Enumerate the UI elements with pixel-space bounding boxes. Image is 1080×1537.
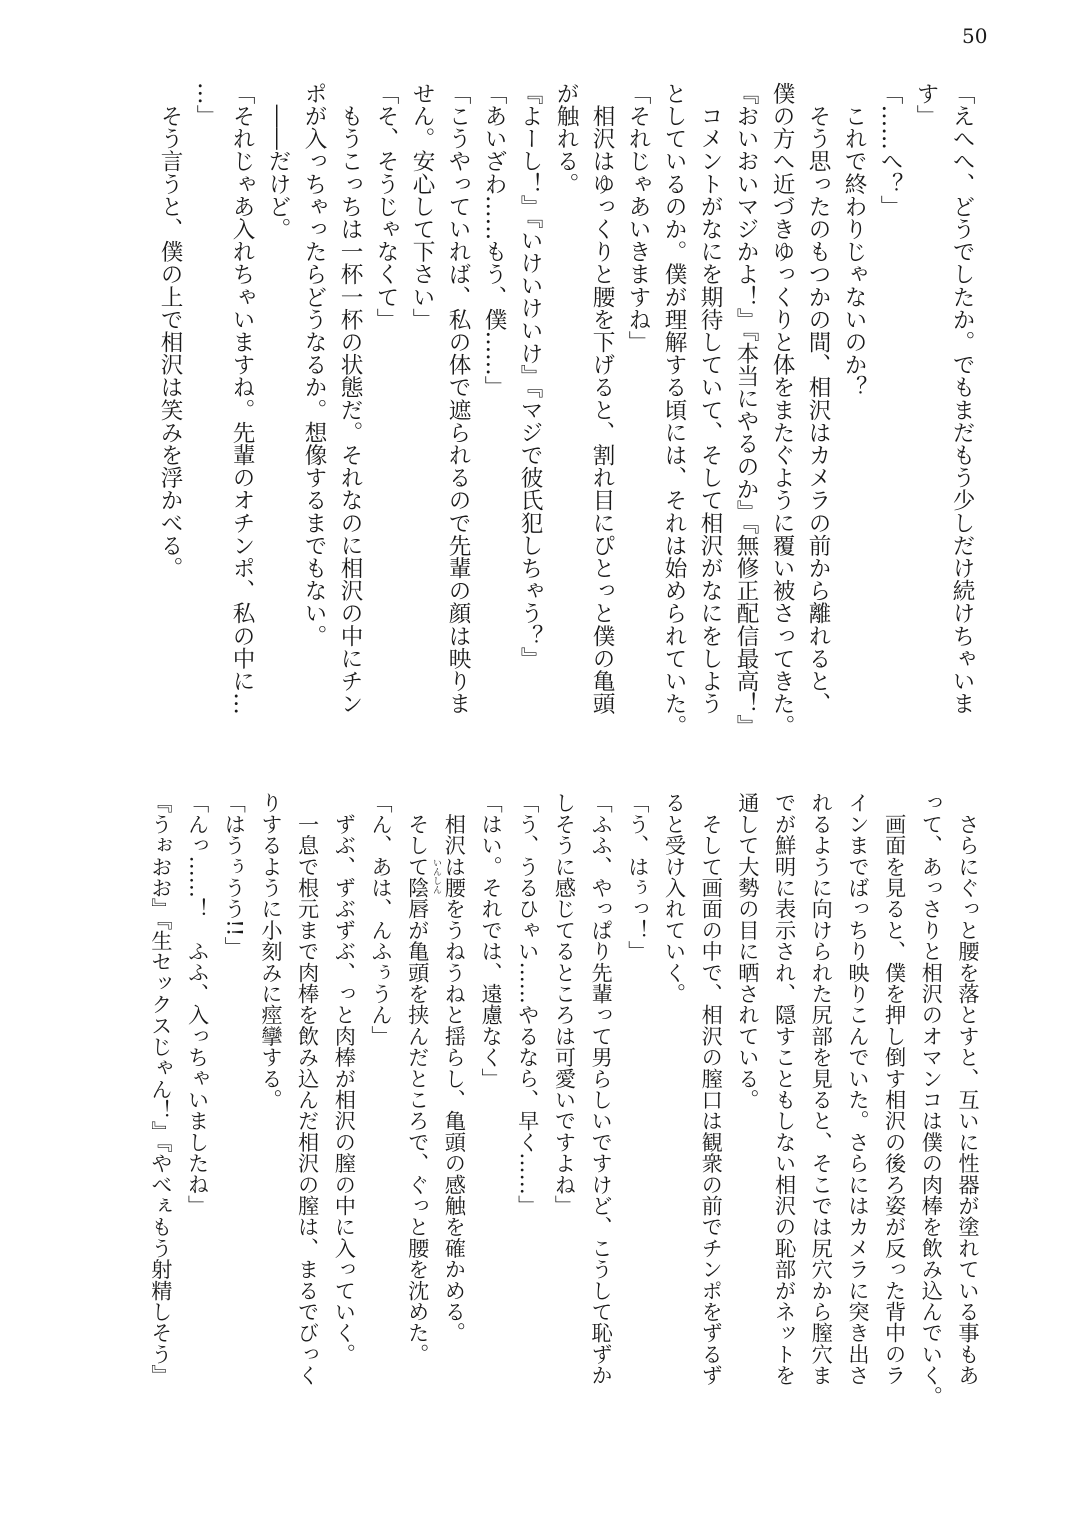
text-line: 「そ、そうじゃなくて」 xyxy=(373,82,399,331)
text-line: 『うぉおお』『生セックスじゃん！』『やべぇもう射精しそう』 xyxy=(148,792,174,1386)
text-line: が触れる。 xyxy=(553,82,579,195)
text-line: 相沢はゆっくりと腰を下げると、割れ目にぴとっと僕の亀頭 xyxy=(589,82,615,715)
text-line: れるように向けられた尻部を見ると、そこでは尻穴から膣穴ま xyxy=(809,792,835,1386)
text-line: 「う、うるひゃい……やるなら、早く……」 xyxy=(515,792,541,1216)
text-line: りするように小刻みに痙攣する。 xyxy=(258,792,284,1110)
text-line: でが鮮明に表示され、隠すこともしない相沢の恥部がネットを xyxy=(772,792,798,1386)
text-line: 「ふふ、やっぱり先輩って男らしいですけど、こうして恥ずか xyxy=(589,792,615,1386)
text-line: 「はい。それでは、遠慮なく」 xyxy=(479,792,505,1089)
text-line: インまでばっちり映りこんでいた。さらにはカメラに突き出さ xyxy=(845,792,871,1386)
text-line: ――だけど。 xyxy=(265,82,291,241)
text-line: 通して大勢の目に晒されている。 xyxy=(735,792,761,1110)
text-line: す」 xyxy=(913,82,939,128)
text-line: って、あっさりと相沢のオマンコは僕の肉棒を飲み込んでいく。 xyxy=(919,792,945,1407)
text-line: ると受け入れていく。 xyxy=(662,792,688,1004)
text-line: そう言うと、僕の上で相沢は笑みを浮かべる。 xyxy=(157,82,183,580)
text-line: 「あいざわ……もう、僕……」 xyxy=(481,82,507,399)
text-block-bottom xyxy=(142,792,986,1407)
text-line: 「それじゃあいきますね」 xyxy=(625,82,651,354)
ruby-reading: いんしん xyxy=(431,858,441,894)
text-line: 「えへへ、どうでしたか。でもまだもう少しだけ続けちゃいま xyxy=(949,82,975,715)
text-line: 僕の方へ近づきゆっくりと体をまたぐように覆い被さってきた。 xyxy=(769,82,795,738)
text-line: ポが入っちゃったらどうなるか。想像するまでもない。 xyxy=(301,82,327,647)
text-line: 「んっ……！ ふふ、入っちゃいましたね」 xyxy=(185,792,211,1216)
text-line: ずぶ、ずぶずぶ、っと肉棒が相沢の膣の中に入っていく。 xyxy=(332,792,358,1365)
text-line: 「……へ？」 xyxy=(877,82,903,218)
text-line: としているのか。僕が理解する頃には、それは始められていた。 xyxy=(661,82,687,738)
text-line: そして画面の中で、相沢の膣口は観衆の前でチンポをずるず xyxy=(699,792,725,1386)
text-line: さらにぐっと腰を落とすと、互いに性器が塗れている事もあ xyxy=(956,792,981,1386)
text-line: 「はうぅうう!!」 xyxy=(222,792,248,958)
text-line: そして陰唇が亀頭を挟んだところで、ぐっと腰を沈めた。 xyxy=(405,792,431,1365)
text-line: これで終わりじゃないのか？ xyxy=(841,82,867,399)
text-line: もうこっちは一杯一杯の状態だ。それなのに相沢の中にチン xyxy=(337,82,363,715)
text-block-top xyxy=(152,82,980,738)
text-line: 『よーし！』『いけいけいけ』『マジで彼氏犯しちゃう？』 xyxy=(517,82,543,670)
text-line: 相沢は腰をうねうねと揺らし、亀頭の感触を確かめる。 xyxy=(442,792,468,1344)
text-line: 「それじゃあ入れちゃいますね。先輩のオチンポ、私の中に… xyxy=(229,82,255,715)
text-line: 一息で根元まで肉棒を飲み込んだ相沢の膣は、まるでびっく xyxy=(295,792,321,1386)
text-line: 「ん、あは、んふぅうん」 xyxy=(369,792,394,1047)
text-line: せん。安心して下さい」 xyxy=(409,82,435,331)
text-line: 「こうやっていれば、私の体で遮られるので先輩の顔は映りま xyxy=(445,82,471,715)
text-line: …」 xyxy=(193,82,219,128)
text-line: しそうに感じてるところは可愛いですよね」 xyxy=(552,792,578,1216)
text-line: そう思ったのもつかの間、相沢はカメラの前から離れると、 xyxy=(805,82,831,715)
text-line: 画面を見ると、僕を押し倒す相沢の後ろ姿が反った背中のラ xyxy=(882,792,908,1386)
page-number: 50 xyxy=(962,24,988,48)
text-line: 「う、はぅっ！」 xyxy=(625,792,651,962)
text-line: コメントがなにを期待していて、そして相沢がなにをしよう xyxy=(697,82,723,715)
text-line: 『おいおいマジかよ！』『本当にやるのか』『無修正配信最高！』 xyxy=(733,82,759,738)
